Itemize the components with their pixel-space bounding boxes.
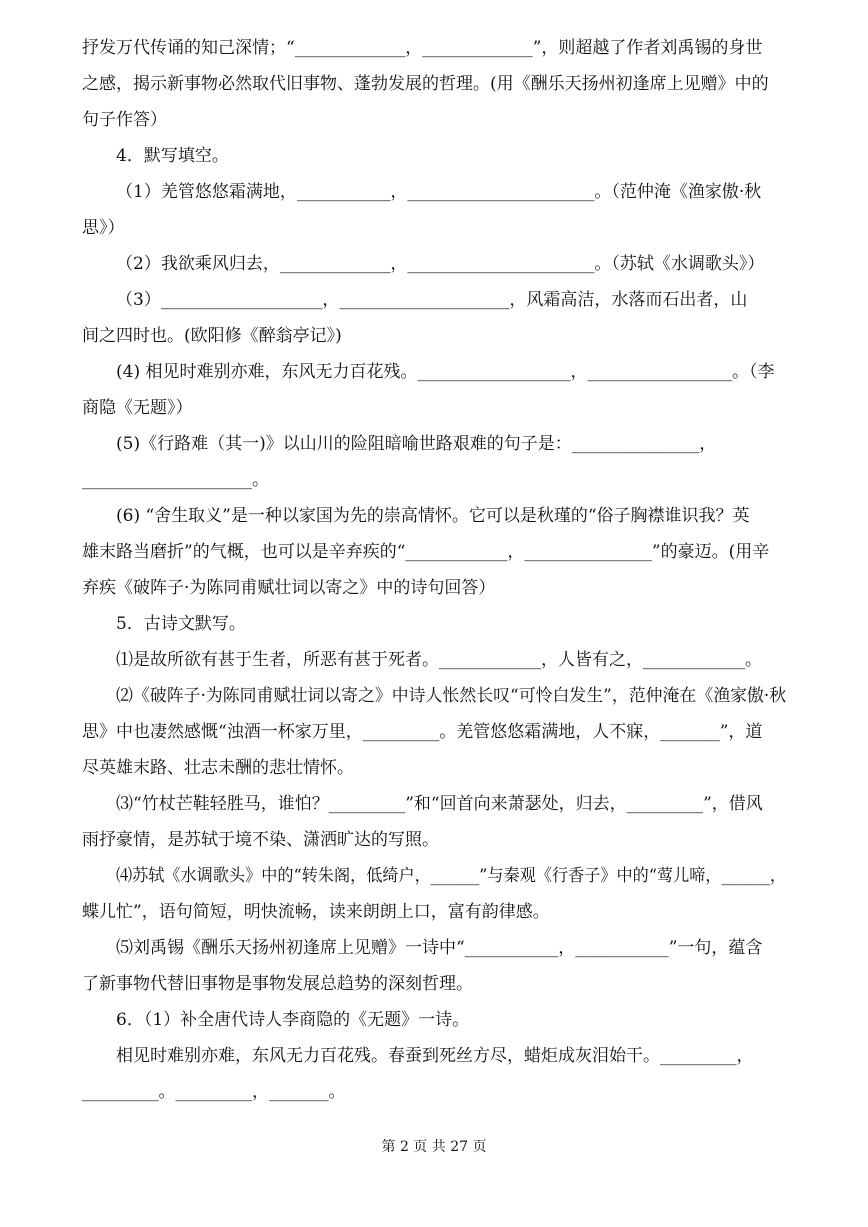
text-line: (5)《行路难（其一)》以山川的险阻暗喻世路艰难的句子是：_______________， — [116, 434, 717, 454]
text-line: ⑷苏轼《水调歌头》中的“转朱阁，低绮户，______”与秦观《行香子》中的“莺儿啼，______， — [116, 866, 787, 886]
text-line: 句子作答） — [82, 110, 167, 130]
text-line: 雄末路当磨折”的气概，也可以是辛弃疾的“____________，_______________”的豪迈。(用辛 — [82, 542, 770, 562]
text-line: 思》中也凄然感慨“浊酒一杯家万里，_________。羌管悠悠霜满地，人不寐，_______”，道 — [82, 722, 763, 742]
question-heading: 4．默写填空。 — [116, 146, 229, 166]
text-line: 相见时难别亦难，东风无力百花残。春蚕到死丝方尽，蜡炬成灰泪始干。_________， — [116, 1046, 754, 1066]
text-line: (4) 相见时难别亦难，东风无力百花残。__________________，_________________。（李 — [116, 362, 775, 382]
text-line: （1）羌管悠悠霜满地，___________，______________________。（范仲淹《渔家傲·秋 — [116, 182, 762, 202]
text-line: ⑸刘禹锡《酬乐天扬州初逢席上见赠》一诗中“___________，___________”一句，蕴含 — [116, 938, 763, 958]
text-line: 抒发万代传诵的知己深情；“_____________，_____________”，则超越了作者刘禹锡的身世 — [82, 38, 763, 58]
text-line: 弃疾《破阵子·为陈同甫赋壮词以寄之》中的诗句回答） — [82, 578, 496, 598]
text-line: 之感，揭示新事物必然取代旧事物、蓬勃发展的哲理。(用《酬乐天扬州初逢席上见赠》中的 — [82, 74, 769, 94]
text-line: ____________________。 — [82, 470, 269, 490]
text-line: (6) “舍生取义”是一种以家国为先的崇高情怀。它可以是秋瑾的“俗子胸襟谁识我？英 — [116, 506, 750, 526]
question-heading: 5．古诗文默写。 — [116, 614, 246, 634]
text-line: （3）___________________，____________________，风霜高洁，水落而石出者，山 — [116, 290, 748, 310]
text-line: 尽英雄末路、壮志未酬的悲壮情怀。 — [82, 758, 354, 778]
text-line: 蝶儿忙”，语句简短，明快流畅，读来朗朗上口，富有韵律感。 — [82, 902, 550, 922]
text-line: _________。_________，_______。 — [82, 1082, 346, 1102]
text-line: （2）我欲乘风归去，_____________，______________________。（苏轼《水调歌头》） — [116, 254, 765, 274]
text-line: 了新事物代替旧事物是事物发展总趋势的深刻哲理。 — [82, 974, 473, 994]
text-line: 雨抒豪情，是苏轼于境不染、潇洒旷达的写照。 — [82, 830, 439, 850]
page-footer: 第 2 页 共 27 页 — [381, 1139, 487, 1155]
text-line: 商隐《无题》） — [82, 398, 193, 418]
text-line: 间之四时也。(欧阳修《醉翁亭记》) — [82, 326, 342, 346]
question-heading: 6．（1）补全唐代诗人李商隐的《无题》一诗。 — [116, 1010, 470, 1030]
text-line: ⑵《破阵子·为陈同甫赋壮词以寄之》中诗人怅然长叹“可怜白发生”，范仲淹在《渔家傲·秋 — [116, 686, 787, 706]
text-line: ⑴是故所欲有甚于生者，所恶有甚于死者。____________，人皆有之，____________。 — [116, 650, 762, 670]
text-line: ⑶“竹杖芒鞋轻胜马，谁怕？_________”和“回首向来萧瑟处，归去，_________”，借风 — [116, 794, 763, 814]
text-line: 思》） — [82, 218, 125, 238]
